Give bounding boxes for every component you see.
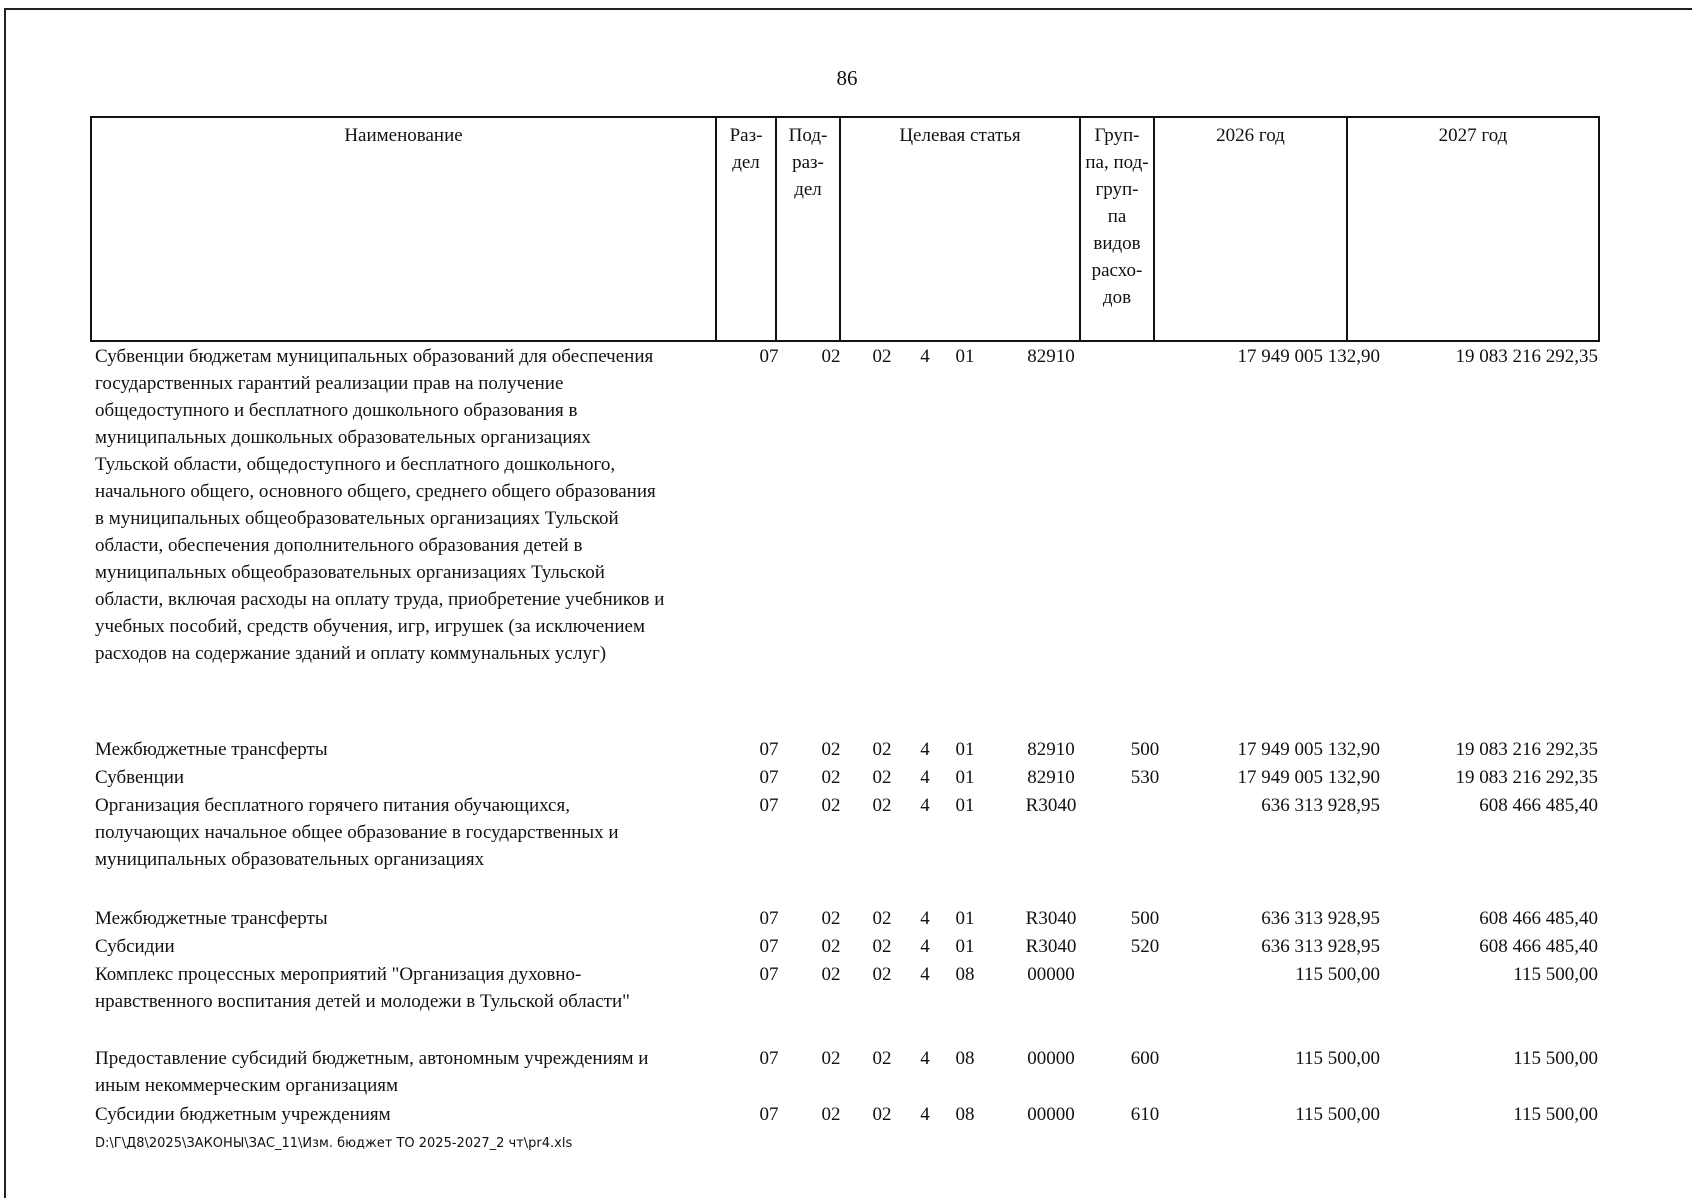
row-ts-program: 02	[872, 1048, 892, 1069]
row-ts-direction: 00000	[1027, 1104, 1075, 1125]
row-razdel: 07	[759, 346, 779, 367]
row-ts-program: 02	[872, 964, 892, 985]
row-podrazdel: 02	[821, 739, 841, 760]
row-podrazdel: 02	[821, 936, 841, 957]
row-name: Организация бесплатного горячего питания обучающихся, получающих начальное общее образование в государственных и муниципальных образовательных организациях	[95, 795, 619, 870]
row-2026: 115 500,00	[1295, 964, 1380, 985]
row-2026: 115 500,00	[1295, 1104, 1380, 1125]
row-2026: 115 500,00	[1295, 1048, 1380, 1069]
row-ts-program: 02	[872, 1104, 892, 1125]
row-name: Предоставление субсидий бюджетным, автономным учреждениям и иным некоммерческим организациям	[95, 1048, 649, 1096]
row-2027: 19 083 216 292,35	[1455, 739, 1598, 760]
row-ts-program: 02	[872, 767, 892, 788]
row-2027: 19 083 216 292,35	[1455, 346, 1598, 367]
row-name: Межбюджетные трансферты	[95, 739, 328, 760]
row-ts-type: 4	[920, 1104, 930, 1125]
row-2026: 17 949 005 132,90	[1237, 346, 1380, 367]
row-ts-complex: 08	[955, 1104, 975, 1125]
header-2027: 2027 год	[1346, 118, 1598, 340]
header-gruppa-line: па	[1107, 206, 1127, 227]
row-gruppa: 530	[1130, 767, 1160, 788]
header-podrazdel	[775, 118, 839, 340]
header-name: Наименование	[344, 125, 463, 146]
row-ts-direction: 00000	[1027, 1048, 1075, 1069]
row-ts-complex: 08	[955, 964, 975, 985]
row-ts-type: 4	[920, 936, 930, 957]
row-podrazdel: 02	[821, 908, 841, 929]
row-ts-program: 02	[872, 908, 892, 929]
header-razdel	[715, 118, 775, 340]
row-razdel: 07	[759, 795, 779, 816]
row-razdel: 07	[759, 1048, 779, 1069]
header-gruppa-line: видов	[1093, 233, 1141, 254]
row-razdel: 07	[759, 1104, 779, 1125]
header-gruppa-line: па, под-	[1085, 152, 1149, 173]
header-gruppa-line: расхо-	[1091, 260, 1143, 281]
row-name: Субвенции	[95, 767, 185, 788]
row-2027: 608 466 485,40	[1479, 908, 1598, 929]
row-podrazdel: 02	[821, 767, 841, 788]
row-name: Субсидии бюджетным учреждениям	[95, 1104, 391, 1125]
header-2026: 2026 год	[1153, 118, 1346, 340]
row-name: Комплекс процессных мероприятий "Организация духовно- нравственного воспитания детей и молодежи в Тульской области"	[95, 964, 630, 1012]
header-gruppa-line: Груп-	[1094, 125, 1140, 146]
row-gruppa: 610	[1130, 1104, 1160, 1125]
header-gruppa-line: груп-	[1095, 179, 1139, 200]
row-gruppa: 500	[1130, 739, 1160, 760]
header-gruppa-line: дов	[1102, 287, 1132, 308]
row-2027: 115 500,00	[1513, 1048, 1598, 1069]
table-header	[90, 116, 1600, 342]
row-ts-direction: 82910	[1027, 346, 1075, 367]
row-ts-program: 02	[872, 346, 892, 367]
row-gruppa: 520	[1130, 936, 1160, 957]
row-name: Межбюджетные трансферты	[95, 908, 328, 929]
footer-file-path: D:\Г\Д8\2025\ЗАКОНЫ\ЗАС_11\Изм. бюджет ТО 2025-2027_2 чт\pr4.xls	[95, 1136, 573, 1151]
row-2027: 608 466 485,40	[1479, 795, 1598, 816]
row-ts-direction: 82910	[1027, 767, 1075, 788]
row-2026: 636 313 928,95	[1261, 908, 1380, 929]
page-number: 86	[836, 66, 858, 90]
row-2027: 19 083 216 292,35	[1455, 767, 1598, 788]
row-ts-complex: 01	[955, 739, 975, 760]
row-ts-type: 4	[920, 795, 930, 816]
row-ts-direction: R3040	[1025, 936, 1077, 957]
row-razdel: 07	[759, 739, 779, 760]
row-name: Субсидии	[95, 936, 175, 957]
row-ts-direction: 82910	[1027, 739, 1075, 760]
row-2026: 17 949 005 132,90	[1237, 767, 1380, 788]
header-podrazdel-line: Под-	[788, 125, 828, 146]
row-ts-type: 4	[920, 908, 930, 929]
row-ts-type: 4	[920, 346, 930, 367]
row-gruppa: 600	[1130, 1048, 1160, 1069]
row-2026: 636 313 928,95	[1261, 936, 1380, 957]
row-razdel: 07	[759, 767, 779, 788]
row-podrazdel: 02	[821, 964, 841, 985]
row-ts-complex: 01	[955, 936, 975, 957]
row-ts-program: 02	[872, 739, 892, 760]
row-podrazdel: 02	[821, 1048, 841, 1069]
row-2027: 115 500,00	[1513, 964, 1598, 985]
row-gruppa: 500	[1130, 908, 1160, 929]
row-ts-direction: 00000	[1027, 964, 1075, 985]
row-ts-complex: 01	[955, 346, 975, 367]
row-ts-complex: 01	[955, 767, 975, 788]
row-ts-direction: R3040	[1025, 795, 1077, 816]
row-podrazdel: 02	[821, 795, 841, 816]
row-name: Субвенции бюджетам муниципальных образований для обеспечения государственных гарантий реализации прав на получение общедоступного и бесплатного дошкольного образования в муниципальных дошкольных образовательных организациях Тульской области, общедоступного и бесплатного дошкольного, начального общего, основного общего, среднего общего образования в муниципальных общеобразовательных организациях Тульской области, обеспечения дополнительного образования детей в муниципальных общеобразовательных организациях Тульской области, включая расходы на оплату труда, приобретение учебников и учебных пособий, средств обучения, игр, игрушек (за исключением расходов на содержание зданий и оплату коммунальных услуг)	[95, 346, 665, 664]
header-podrazdel-line: дел	[794, 179, 822, 200]
row-ts-type: 4	[920, 1048, 930, 1069]
row-ts-complex: 01	[955, 795, 975, 816]
row-2026: 17 949 005 132,90	[1237, 739, 1380, 760]
row-ts-program: 02	[872, 936, 892, 957]
row-ts-complex: 08	[955, 1048, 975, 1069]
row-ts-type: 4	[920, 964, 930, 985]
row-2027: 608 466 485,40	[1479, 936, 1598, 957]
header-gruppa	[1079, 118, 1153, 340]
row-podrazdel: 02	[821, 1104, 841, 1125]
row-ts-complex: 01	[955, 908, 975, 929]
row-razdel: 07	[759, 936, 779, 957]
header-podrazdel-line: раз-	[792, 152, 824, 173]
header-razdel-line: дел	[732, 152, 760, 173]
row-2027: 115 500,00	[1513, 1104, 1598, 1125]
row-ts-program: 02	[872, 795, 892, 816]
row-razdel: 07	[759, 964, 779, 985]
row-2026: 636 313 928,95	[1261, 795, 1380, 816]
row-razdel: 07	[759, 908, 779, 929]
header-razdel-line: Раз-	[729, 125, 763, 146]
row-ts-type: 4	[920, 739, 930, 760]
row-ts-type: 4	[920, 767, 930, 788]
row-ts-direction: R3040	[1025, 908, 1077, 929]
header-celevaya-statya: Целевая статья	[839, 118, 1079, 340]
row-podrazdel: 02	[821, 346, 841, 367]
